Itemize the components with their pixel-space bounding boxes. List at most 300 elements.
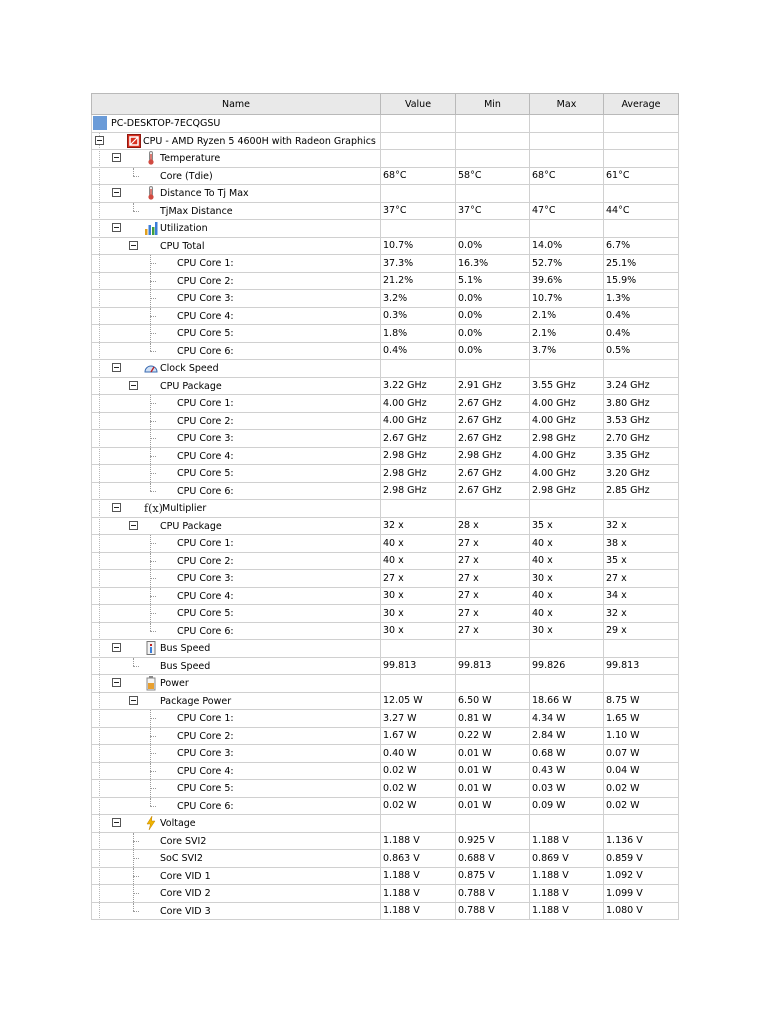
row-label: CPU Core 4: bbox=[177, 450, 234, 462]
row-avg-cell: 1.65 W bbox=[604, 710, 679, 728]
row-name-cell bbox=[92, 815, 381, 833]
collapse-toggle-icon[interactable] bbox=[129, 696, 138, 705]
table-row[interactable] bbox=[92, 500, 679, 518]
row-name-cell bbox=[92, 675, 381, 693]
row-avg-cell bbox=[604, 220, 679, 238]
row-name-cell bbox=[92, 500, 381, 518]
tree-connector bbox=[133, 893, 139, 894]
row-min-cell: 0.01 W bbox=[456, 745, 530, 763]
row-max-cell: 1.188 V bbox=[530, 885, 604, 903]
row-max-cell bbox=[530, 220, 604, 238]
row-avg-cell: 8.75 W bbox=[604, 692, 679, 710]
row-max-cell: 0.43 W bbox=[530, 762, 604, 780]
row-value-cell: 1.8% bbox=[381, 325, 456, 343]
tree-connector bbox=[150, 561, 156, 562]
table-row[interactable] bbox=[92, 710, 679, 728]
row-label: Utilization bbox=[160, 223, 208, 234]
tree-connector bbox=[133, 658, 134, 666]
row-name-cell bbox=[92, 640, 381, 658]
row-min-cell: 0.688 V bbox=[456, 850, 530, 868]
row-name-cell bbox=[92, 430, 381, 448]
row-min-cell: 2.91 GHz bbox=[456, 377, 530, 395]
row-value-cell: 4.00 GHz bbox=[381, 395, 456, 413]
row-name-cell bbox=[92, 797, 381, 815]
battery-icon bbox=[144, 676, 158, 690]
row-name-cell bbox=[92, 727, 381, 745]
collapse-toggle-icon[interactable] bbox=[129, 521, 138, 530]
row-min-cell bbox=[456, 185, 530, 203]
row-max-cell: 40 x bbox=[530, 552, 604, 570]
row-avg-cell: 3.80 GHz bbox=[604, 395, 679, 413]
table-row[interactable] bbox=[92, 377, 679, 395]
row-value-cell: 12.05 W bbox=[381, 692, 456, 710]
row-value-cell: 2.67 GHz bbox=[381, 430, 456, 448]
row-max-cell: 4.00 GHz bbox=[530, 412, 604, 430]
row-label: CPU Core 1: bbox=[177, 398, 234, 409]
row-avg-cell: 0.07 W bbox=[604, 745, 679, 763]
row-avg-cell: 44°C bbox=[604, 202, 679, 220]
table-row[interactable] bbox=[92, 307, 679, 325]
row-value-cell bbox=[381, 360, 456, 378]
row-value-cell bbox=[381, 675, 456, 693]
tree-connector bbox=[150, 281, 156, 282]
tree-connector bbox=[150, 263, 156, 264]
row-value-cell: 32 x bbox=[381, 517, 456, 535]
table-row[interactable] bbox=[92, 605, 679, 623]
row-max-cell: 14.0% bbox=[530, 237, 604, 255]
row-name-cell bbox=[92, 517, 381, 535]
row-label: CPU Core 2: bbox=[177, 275, 234, 287]
collapse-toggle-icon[interactable] bbox=[112, 363, 121, 372]
row-value-cell: 0.4% bbox=[381, 342, 456, 360]
row-avg-cell: 61°C bbox=[604, 167, 679, 185]
table-row[interactable] bbox=[92, 727, 679, 745]
row-max-cell: 2.1% bbox=[530, 307, 604, 325]
table-row[interactable] bbox=[92, 342, 679, 360]
table-row[interactable] bbox=[92, 325, 679, 343]
tree-connector bbox=[150, 718, 156, 719]
row-label: CPU Core 2: bbox=[177, 415, 234, 427]
row-max-cell: 1.188 V bbox=[530, 902, 604, 920]
row-min-cell: 27 x bbox=[456, 570, 530, 588]
row-avg-cell bbox=[604, 675, 679, 693]
row-label: CPU Core 6: bbox=[177, 345, 234, 357]
row-value-cell bbox=[381, 132, 456, 150]
column-header-min[interactable]: Min bbox=[456, 94, 530, 115]
row-value-cell: 68°C bbox=[381, 167, 456, 185]
tree-connector bbox=[150, 806, 156, 807]
row-min-cell: 58°C bbox=[456, 167, 530, 185]
row-value-cell: 0.40 W bbox=[381, 745, 456, 763]
row-label: Core VID 1 bbox=[160, 870, 211, 882]
row-name-cell bbox=[92, 710, 381, 728]
table-row[interactable] bbox=[92, 482, 679, 500]
row-avg-cell: 38 x bbox=[604, 535, 679, 553]
row-avg-cell bbox=[604, 640, 679, 658]
row-label: CPU Core 5: bbox=[177, 328, 234, 339]
row-label: TjMax Distance bbox=[160, 205, 233, 217]
collapse-toggle-icon[interactable] bbox=[112, 223, 121, 232]
row-max-cell: 1.188 V bbox=[530, 832, 604, 850]
row-label: CPU Core 1: bbox=[177, 713, 234, 724]
row-min-cell bbox=[456, 132, 530, 150]
row-avg-cell bbox=[604, 185, 679, 203]
table-row[interactable] bbox=[92, 675, 679, 693]
table-row[interactable] bbox=[92, 115, 679, 133]
table-row[interactable] bbox=[92, 132, 679, 150]
table-row[interactable] bbox=[92, 517, 679, 535]
computer-icon bbox=[93, 116, 107, 130]
row-value-cell: 1.188 V bbox=[381, 902, 456, 920]
row-name-cell bbox=[92, 290, 381, 308]
row-max-cell: 30 x bbox=[530, 622, 604, 640]
row-avg-cell: 15.9% bbox=[604, 272, 679, 290]
row-avg-cell: 29 x bbox=[604, 622, 679, 640]
row-avg-cell: 25.1% bbox=[604, 255, 679, 273]
row-avg-cell: 3.24 GHz bbox=[604, 377, 679, 395]
table-row[interactable] bbox=[92, 447, 679, 465]
row-max-cell: 1.188 V bbox=[530, 867, 604, 885]
collapse-toggle-icon[interactable] bbox=[112, 818, 121, 827]
table-row[interactable] bbox=[92, 902, 679, 920]
row-avg-cell: 99.813 bbox=[604, 657, 679, 675]
row-min-cell: 6.50 W bbox=[456, 692, 530, 710]
row-name-cell bbox=[92, 167, 381, 185]
row-max-cell: 4.00 GHz bbox=[530, 447, 604, 465]
row-value-cell bbox=[381, 220, 456, 238]
row-min-cell: 0.0% bbox=[456, 237, 530, 255]
row-avg-cell: 1.3% bbox=[604, 290, 679, 308]
row-min-cell: 2.67 GHz bbox=[456, 395, 530, 413]
row-max-cell: 68°C bbox=[530, 167, 604, 185]
row-min-cell bbox=[456, 675, 530, 693]
table-row[interactable] bbox=[92, 797, 679, 815]
row-min-cell bbox=[456, 220, 530, 238]
row-avg-cell: 1.10 W bbox=[604, 727, 679, 745]
row-max-cell: 3.7% bbox=[530, 342, 604, 360]
tree-connector bbox=[150, 753, 156, 754]
row-min-cell: 28 x bbox=[456, 517, 530, 535]
row-min-cell: 0.0% bbox=[456, 307, 530, 325]
row-max-cell: 10.7% bbox=[530, 290, 604, 308]
row-label: CPU Core 6: bbox=[177, 485, 234, 497]
row-min-cell bbox=[456, 640, 530, 658]
tree-connector bbox=[150, 333, 156, 334]
row-avg-cell bbox=[604, 500, 679, 518]
table-row[interactable] bbox=[92, 622, 679, 640]
tree-connector bbox=[133, 903, 134, 911]
row-value-cell bbox=[381, 115, 456, 133]
row-min-cell: 0.0% bbox=[456, 342, 530, 360]
collapse-toggle-icon[interactable] bbox=[129, 241, 138, 250]
sensor-table bbox=[91, 93, 679, 920]
row-name-cell bbox=[92, 150, 381, 168]
tree-connector bbox=[133, 841, 139, 842]
row-min-cell: 0.81 W bbox=[456, 710, 530, 728]
table-row[interactable] bbox=[92, 535, 679, 553]
table-row[interactable] bbox=[92, 167, 679, 185]
row-value-cell: 40 x bbox=[381, 535, 456, 553]
row-value-cell: 37.3% bbox=[381, 255, 456, 273]
row-avg-cell bbox=[604, 360, 679, 378]
row-max-cell: 18.66 W bbox=[530, 692, 604, 710]
collapse-toggle-icon[interactable] bbox=[112, 643, 121, 652]
table-row[interactable] bbox=[92, 552, 679, 570]
row-name-cell bbox=[92, 395, 381, 413]
row-min-cell bbox=[456, 150, 530, 168]
row-min-cell: 2.67 GHz bbox=[456, 412, 530, 430]
row-label: CPU Core 2: bbox=[177, 730, 234, 742]
function-icon bbox=[144, 501, 163, 515]
row-max-cell: 0.03 W bbox=[530, 780, 604, 798]
table-row[interactable] bbox=[92, 692, 679, 710]
tree-connector bbox=[150, 456, 156, 457]
row-min-cell: 2.67 GHz bbox=[456, 482, 530, 500]
row-name-cell bbox=[92, 465, 381, 483]
row-value-cell: 1.67 W bbox=[381, 727, 456, 745]
table-row[interactable] bbox=[92, 885, 679, 903]
tree-connector bbox=[150, 421, 156, 422]
row-value-cell: 0.02 W bbox=[381, 762, 456, 780]
tree-connector bbox=[150, 483, 151, 491]
row-label: Bus Speed bbox=[160, 660, 211, 672]
row-name-cell bbox=[92, 482, 381, 500]
row-value-cell: 2.98 GHz bbox=[381, 465, 456, 483]
row-label: CPU Core 3: bbox=[177, 433, 234, 444]
row-name-cell bbox=[92, 377, 381, 395]
row-value-cell: 99.813 bbox=[381, 657, 456, 675]
row-max-cell bbox=[530, 132, 604, 150]
row-name-cell bbox=[92, 255, 381, 273]
table-row[interactable] bbox=[92, 412, 679, 430]
row-min-cell: 0.01 W bbox=[456, 780, 530, 798]
row-min-cell bbox=[456, 360, 530, 378]
collapse-toggle-icon[interactable] bbox=[112, 678, 121, 687]
table-row[interactable] bbox=[92, 185, 679, 203]
table-row[interactable] bbox=[92, 465, 679, 483]
row-min-cell: 0.788 V bbox=[456, 902, 530, 920]
row-value-cell: 2.98 GHz bbox=[381, 482, 456, 500]
row-label: CPU - AMD Ryzen 5 4600H with Radeon Graphics bbox=[143, 135, 376, 147]
row-label: Core VID 3 bbox=[160, 905, 211, 917]
row-value-cell: 1.188 V bbox=[381, 867, 456, 885]
row-label: CPU Core 4: bbox=[177, 590, 234, 602]
row-name-cell bbox=[92, 115, 381, 133]
row-value-cell: 40 x bbox=[381, 552, 456, 570]
tree-connector bbox=[150, 771, 156, 772]
row-min-cell: 27 x bbox=[456, 605, 530, 623]
table-row[interactable] bbox=[92, 745, 679, 763]
row-max-cell: 30 x bbox=[530, 570, 604, 588]
row-name-cell bbox=[92, 745, 381, 763]
row-max-cell: 40 x bbox=[530, 587, 604, 605]
row-avg-cell bbox=[604, 132, 679, 150]
table-row[interactable] bbox=[92, 815, 679, 833]
row-label: CPU Core 1: bbox=[177, 258, 234, 269]
table-row[interactable] bbox=[92, 430, 679, 448]
row-name-cell bbox=[92, 325, 381, 343]
row-value-cell: 27 x bbox=[381, 570, 456, 588]
row-max-cell bbox=[530, 150, 604, 168]
table-row[interactable] bbox=[92, 150, 679, 168]
row-avg-cell: 34 x bbox=[604, 587, 679, 605]
tree-connector bbox=[133, 203, 134, 211]
row-label: CPU Core 4: bbox=[177, 765, 234, 777]
bus-speed-icon bbox=[144, 641, 158, 655]
row-max-cell: 52.7% bbox=[530, 255, 604, 273]
row-label: CPU Total bbox=[160, 240, 205, 252]
column-header-average[interactable]: Average bbox=[604, 94, 679, 115]
table-row[interactable] bbox=[92, 237, 679, 255]
table-row[interactable] bbox=[92, 832, 679, 850]
row-name-cell bbox=[92, 692, 381, 710]
row-label: Multiplier bbox=[162, 503, 207, 514]
table-row[interactable] bbox=[92, 360, 679, 378]
row-value-cell: 0.863 V bbox=[381, 850, 456, 868]
collapse-toggle-icon[interactable] bbox=[129, 381, 138, 390]
collapse-toggle-icon[interactable] bbox=[112, 153, 121, 162]
table-row[interactable] bbox=[92, 587, 679, 605]
row-max-cell: 39.6% bbox=[530, 272, 604, 290]
row-value-cell: 3.22 GHz bbox=[381, 377, 456, 395]
row-label: Voltage bbox=[160, 818, 196, 829]
row-max-cell: 4.00 GHz bbox=[530, 395, 604, 413]
tree-connector bbox=[150, 613, 156, 614]
tree-connector bbox=[133, 666, 139, 667]
row-max-cell: 47°C bbox=[530, 202, 604, 220]
row-label: Bus Speed bbox=[160, 643, 211, 654]
row-max-cell: 3.55 GHz bbox=[530, 377, 604, 395]
row-value-cell bbox=[381, 640, 456, 658]
table-row[interactable] bbox=[92, 202, 679, 220]
collapse-toggle-icon[interactable] bbox=[95, 136, 104, 145]
tree-connector bbox=[133, 911, 139, 912]
row-max-cell: 0.68 W bbox=[530, 745, 604, 763]
table-row[interactable] bbox=[92, 780, 679, 798]
row-avg-cell: 27 x bbox=[604, 570, 679, 588]
bar-chart-icon bbox=[144, 221, 158, 235]
row-name-cell bbox=[92, 570, 381, 588]
collapse-toggle-icon[interactable] bbox=[112, 503, 121, 512]
row-label: CPU Core 2: bbox=[177, 555, 234, 567]
row-name-cell bbox=[92, 832, 381, 850]
row-max-cell: 2.1% bbox=[530, 325, 604, 343]
row-min-cell: 0.0% bbox=[456, 290, 530, 308]
row-name-cell bbox=[92, 307, 381, 325]
row-min-cell: 2.67 GHz bbox=[456, 465, 530, 483]
row-label: CPU Core 3: bbox=[177, 748, 234, 759]
row-label: Core (Tdie) bbox=[160, 170, 213, 182]
row-name-cell bbox=[92, 237, 381, 255]
row-min-cell: 0.01 W bbox=[456, 797, 530, 815]
row-min-cell: 2.98 GHz bbox=[456, 447, 530, 465]
cpu-chip-icon bbox=[127, 134, 141, 148]
row-max-cell: 2.98 GHz bbox=[530, 482, 604, 500]
row-avg-cell: 0.4% bbox=[604, 325, 679, 343]
thermometer-icon bbox=[144, 186, 158, 200]
table-row[interactable] bbox=[92, 867, 679, 885]
row-avg-cell: 1.099 V bbox=[604, 885, 679, 903]
tree-connector bbox=[150, 578, 156, 579]
tree-connector bbox=[150, 438, 156, 439]
row-value-cell bbox=[381, 150, 456, 168]
row-min-cell: 99.813 bbox=[456, 657, 530, 675]
row-min-cell: 27 x bbox=[456, 535, 530, 553]
row-label: Package Power bbox=[160, 695, 232, 707]
table-row[interactable] bbox=[92, 290, 679, 308]
row-value-cell: 0.02 W bbox=[381, 780, 456, 798]
row-avg-cell: 2.85 GHz bbox=[604, 482, 679, 500]
row-value-cell: 4.00 GHz bbox=[381, 412, 456, 430]
row-name-cell bbox=[92, 657, 381, 675]
row-max-cell: 2.98 GHz bbox=[530, 430, 604, 448]
row-name-cell bbox=[92, 762, 381, 780]
row-value-cell bbox=[381, 500, 456, 518]
row-min-cell: 37°C bbox=[456, 202, 530, 220]
row-label: Clock Speed bbox=[160, 363, 219, 374]
row-max-cell: 4.00 GHz bbox=[530, 465, 604, 483]
sensor-rows bbox=[92, 115, 679, 920]
tree-connector bbox=[150, 596, 156, 597]
row-avg-cell bbox=[604, 150, 679, 168]
row-min-cell: 16.3% bbox=[456, 255, 530, 273]
row-name-cell bbox=[92, 902, 381, 920]
tree-connector bbox=[150, 343, 151, 351]
table-row[interactable] bbox=[92, 272, 679, 290]
table-row[interactable] bbox=[92, 657, 679, 675]
row-avg-cell bbox=[604, 115, 679, 133]
tree-connector bbox=[133, 168, 134, 176]
row-value-cell bbox=[381, 185, 456, 203]
tree-connector bbox=[150, 491, 156, 492]
tree-connector bbox=[150, 403, 156, 404]
row-min-cell: 0.01 W bbox=[456, 762, 530, 780]
row-avg-cell: 6.7% bbox=[604, 237, 679, 255]
table-row[interactable] bbox=[92, 395, 679, 413]
table-row[interactable] bbox=[92, 762, 679, 780]
table-row[interactable] bbox=[92, 570, 679, 588]
svg-text:f(x): f(x) bbox=[144, 502, 163, 515]
row-value-cell: 1.188 V bbox=[381, 885, 456, 903]
table-row[interactable] bbox=[92, 255, 679, 273]
row-name-cell bbox=[92, 272, 381, 290]
row-name-cell bbox=[92, 535, 381, 553]
row-name-cell bbox=[92, 552, 381, 570]
row-label: CPU Core 3: bbox=[177, 293, 234, 304]
table-row[interactable] bbox=[92, 220, 679, 238]
row-min-cell: 27 x bbox=[456, 552, 530, 570]
row-value-cell: 30 x bbox=[381, 587, 456, 605]
collapse-toggle-icon[interactable] bbox=[112, 188, 121, 197]
row-name-cell bbox=[92, 850, 381, 868]
table-row[interactable] bbox=[92, 640, 679, 658]
row-avg-cell: 0.02 W bbox=[604, 780, 679, 798]
row-value-cell: 0.02 W bbox=[381, 797, 456, 815]
tree-connector bbox=[150, 543, 156, 544]
header-row bbox=[92, 94, 679, 115]
row-max-cell: 4.34 W bbox=[530, 710, 604, 728]
row-label: CPU Package bbox=[160, 520, 222, 532]
row-label: CPU Core 3: bbox=[177, 573, 234, 584]
column-header-value[interactable]: Value bbox=[381, 94, 456, 115]
table-row[interactable] bbox=[92, 850, 679, 868]
row-max-cell: 2.84 W bbox=[530, 727, 604, 745]
column-header-max[interactable]: Max bbox=[530, 94, 604, 115]
column-header-name[interactable]: Name bbox=[92, 94, 381, 115]
row-avg-cell: 0.4% bbox=[604, 307, 679, 325]
row-max-cell bbox=[530, 185, 604, 203]
tree-connector bbox=[150, 623, 151, 631]
